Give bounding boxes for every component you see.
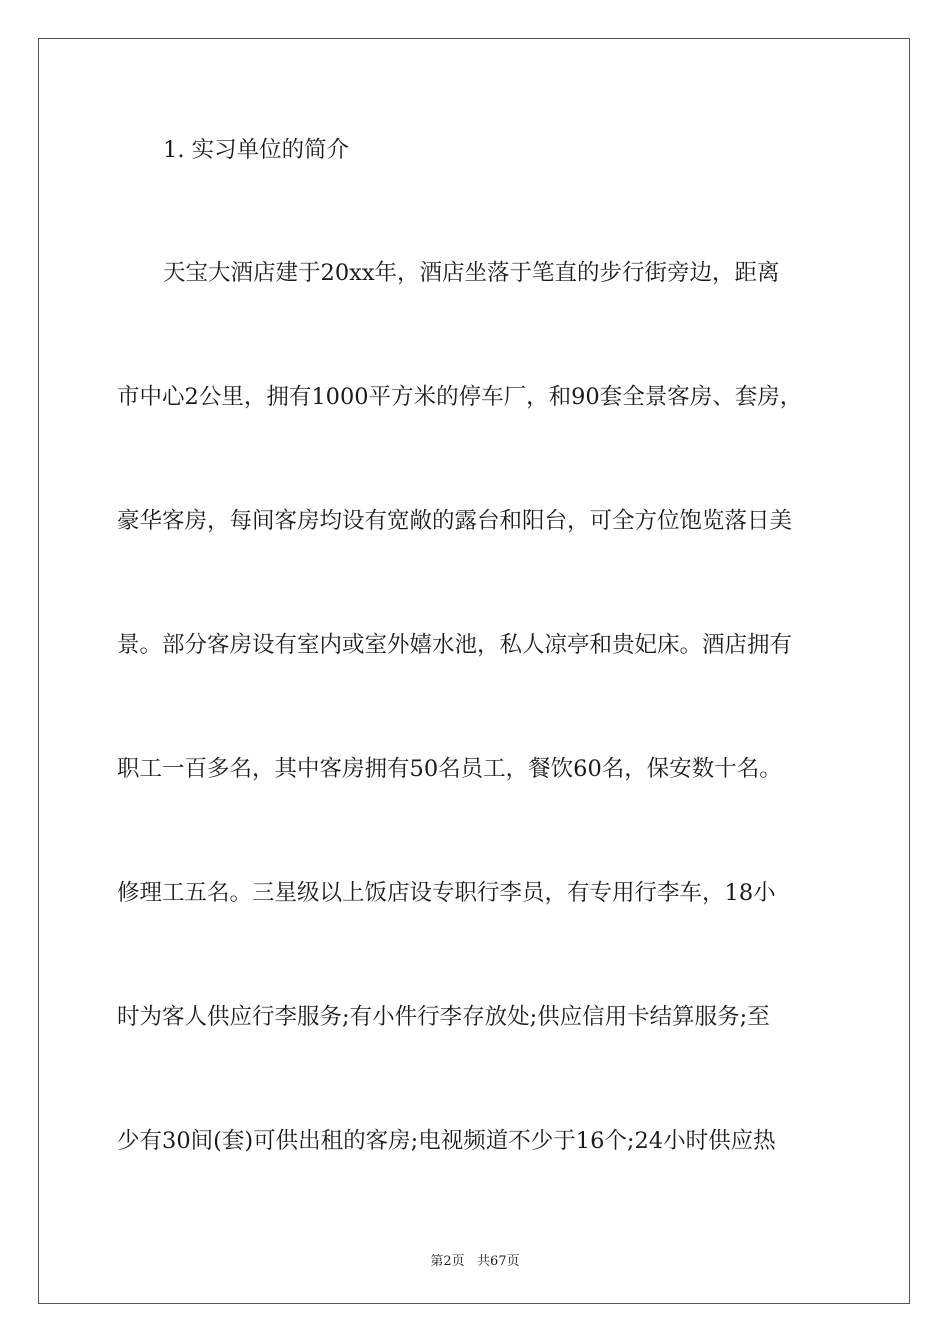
paragraph-line-6: 修理工五名。三星级以上饭店设专职行李员，有专用行李车，18小 (117, 880, 776, 906)
paragraph-line-2: 市中心2公里，拥有1000平方米的停车厂，和90套全景客房、套房， (117, 384, 803, 410)
paragraph-line-5: 职工一百多名，其中客房拥有50名员工，餐饮60名，保安数十名。 (117, 756, 782, 782)
section-heading: 1. 实习单位的简介 (163, 137, 350, 163)
paragraph-line-8: 少有30间(套)可供出租的客房;电视频道不少于16个;24小时供应热 (117, 1128, 776, 1154)
page-number-footer: 第2页 共67页 (430, 1254, 520, 1269)
paragraph-line-4: 景。部分客房设有室内或室外嬉水池，私人凉亭和贵妃床。酒店拥有 (117, 632, 793, 658)
paragraph-line-7: 时为客人供应行李服务;有小件行李存放处;供应信用卡结算服务;至 (117, 1004, 770, 1030)
paragraph-line-3: 豪华客房，每间客房均设有宽敞的露台和阳台，可全方位饱览落日美 (117, 508, 793, 534)
paragraph-line-1: 天宝大酒店建于20xx年，酒店坐落于笔直的步行街旁边，距离 (163, 260, 780, 286)
page-border (38, 38, 910, 1304)
